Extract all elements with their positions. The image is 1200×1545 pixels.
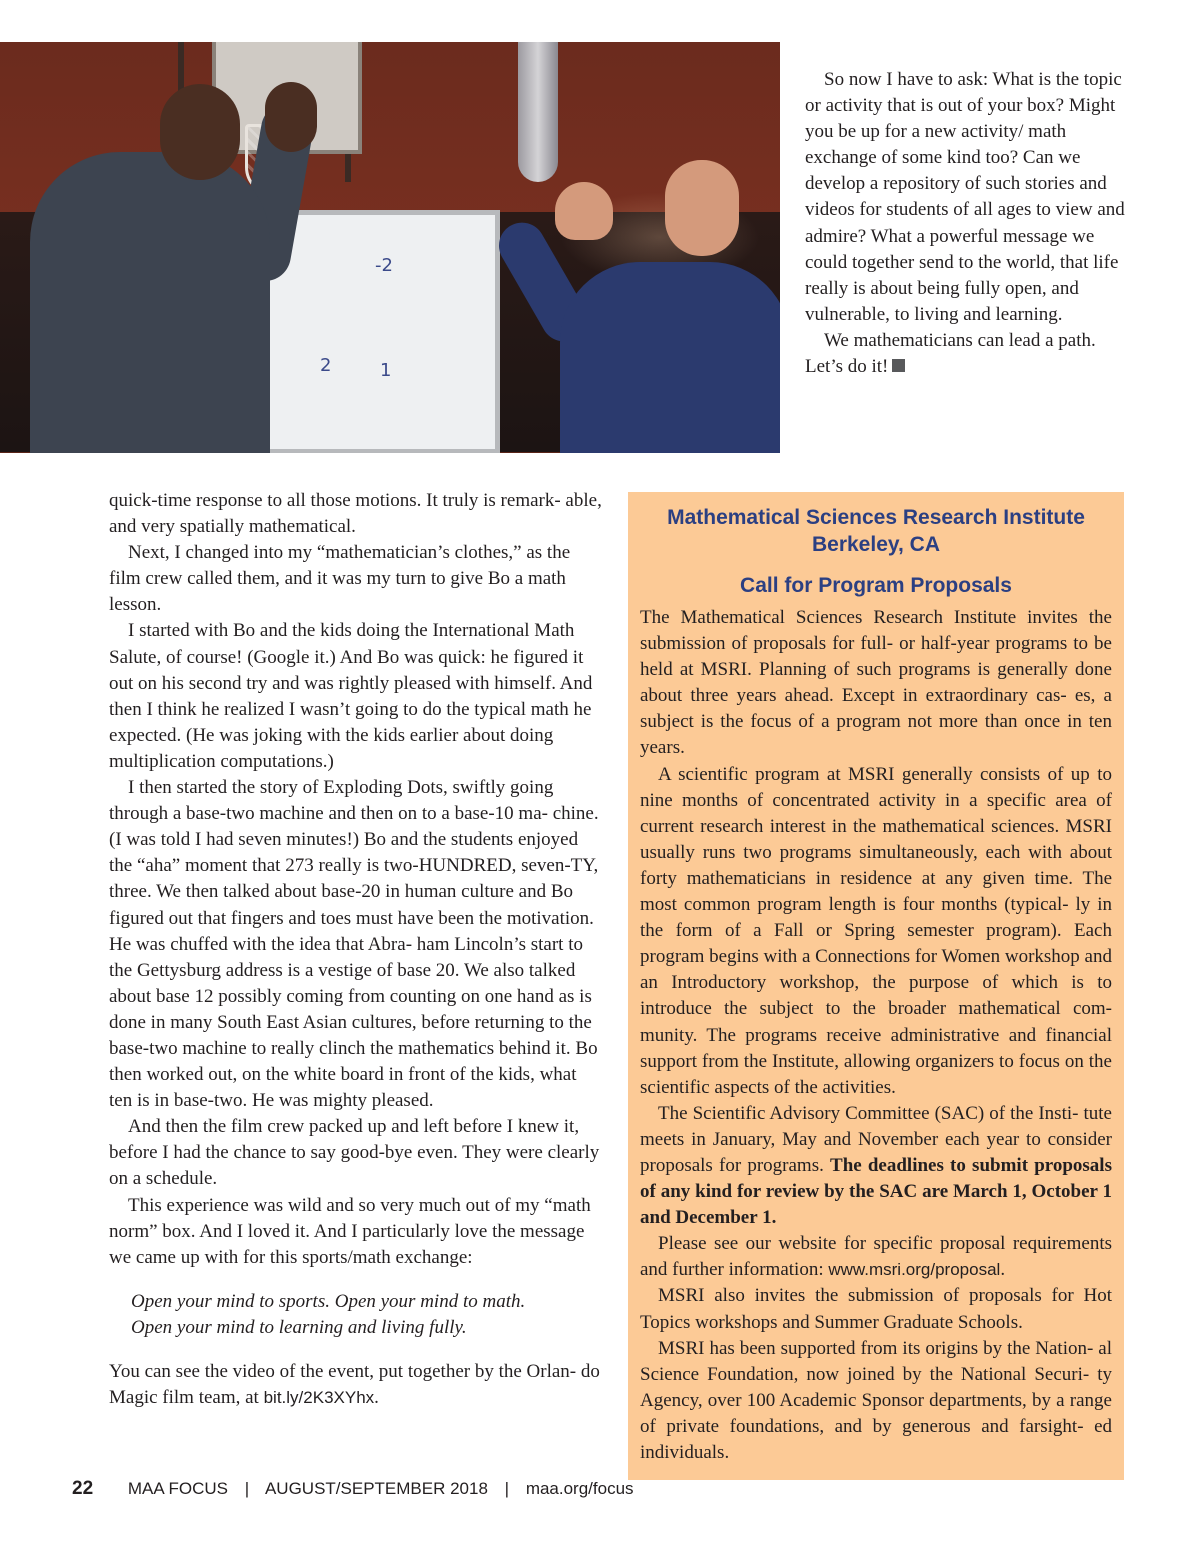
air-duct	[518, 42, 558, 182]
sidebar-body	[640, 605, 1112, 1466]
footer-url[interactable]: maa.org/focus	[525, 1479, 634, 1498]
paragraph: I then started the story of Exploding Dots, swiftly going through a base-two machine and then on to a base-10 ma- chine. (I was told I had seven minutes!) Bo and the students enjoyed the “aha” moment that 273 really is two-HUNDRED, seven-TY, three. We then talked about base-20 in human culture and Bo figured out that fingers and toes must have been the motivation. He was chuffed with the idea that Abra- ham Lincoln’s start to the Gettysburg address is a vestige of base 20. We also talked about base 12 possibly coming from counting on one hand as is done in many South East Asian cultures, before returning to the base-two machine to really clinch the mathematics behind it. Bo then worked out, on the white board in front of the kids, what ten is in base-two. He was mighty pleased.	[109, 777, 599, 1112]
page-number: 22	[72, 1478, 94, 1499]
article-column-left	[109, 488, 603, 1411]
paragraph: So now I have to ask: What is the topic or activity that is out of your box? Might you be up for a new activity/ math exchange of some kind too? Can we develop a repository of such stories and videos for students of all ages to view and admire? What a powerful message we could together send to the world, that life really is about being fully open, and vulnerable, to living and learning.	[805, 69, 1125, 325]
footer-separator: |	[504, 1479, 510, 1498]
punctuation: .	[1000, 1259, 1006, 1281]
article-column-top-right	[805, 67, 1130, 380]
msri-sidebar	[628, 492, 1124, 1480]
paragraph	[109, 1359, 603, 1411]
paragraph	[640, 1101, 1112, 1231]
person-hand	[555, 182, 613, 240]
paragraph: The Mathematical Sciences Research Institute invites the submission of proposals for full- or half-year programs to be held at MSRI. Planning of such programs is generally done about three years ahead. Except in extraordinary cas- es, a subject is the focus of a program not more than once in ten years.	[640, 607, 1112, 759]
person-left	[30, 152, 270, 453]
person-head	[160, 84, 240, 180]
paragraph-text: You can see the video of the event, put together by the Orlan- do Magic film team, at	[109, 1361, 600, 1409]
deadline-text: The deadlines to submit proposals of any kind for review by the SAC are March 1, October 1 and December 1.	[640, 1154, 1112, 1229]
sidebar-title: Mathematical Sciences Research Institute	[667, 506, 1085, 529]
block-quote	[131, 1289, 603, 1341]
paragraph: This experience was wild and so very much out of my “math norm” box. And I loved it. And I particularly love the message we came up with for this sports/math exchange:	[109, 1194, 591, 1268]
paragraph: MSRI has been supported from its origins by the Nation- al Science Foundation, now joined by the National Securi- ty Agency, over 100 Academic Sponsor departments, by a range of private foundations, and by generous and farsight- ed individuals.	[640, 1337, 1112, 1463]
sidebar-location: Berkeley, CA	[811, 533, 940, 556]
punctuation: .	[374, 1387, 379, 1409]
proposal-link[interactable]: www.msri.org/proposal	[828, 1260, 1001, 1280]
publication-name: MAA FOCUS	[127, 1479, 228, 1498]
footer-separator: |	[244, 1479, 250, 1498]
whiteboard-mark: 1	[380, 360, 392, 381]
sidebar-heading	[640, 504, 1112, 599]
sidebar-subtitle: Call for Program Proposals	[740, 574, 1012, 597]
paragraph-text: The Scientific Advisory Committee (SAC) of the Insti- tute meets in January, May and November each year to consider proposals for programs.	[640, 1102, 1112, 1176]
paragraph: I started with Bo and the kids doing the International Math Salute, of course! (Google it.) And Bo was quick: he figured it out on his second try and was rightly pleased with himself. And then I think he realized I wasn’t going to do the typical math he expected. (He was joking with the kids earlier about doing multiplication computations.)	[109, 620, 593, 772]
video-link[interactable]: bit.ly/2K3XYhx	[263, 1388, 375, 1408]
paragraph: And then the film crew packed up and left before I knew it, before I had the chance to say good-bye even. They were clearly on a schedule.	[109, 1116, 600, 1190]
paragraph	[640, 1231, 1112, 1283]
issue-date: AUGUST/SEPTEMBER 2018	[264, 1479, 488, 1498]
paragraph: MSRI also invites the submission of proposals for Hot Topics workshops and Summer Graduate Schools.	[640, 1285, 1112, 1333]
paragraph-text: Please see our website for specific proposal requirements and further information:	[640, 1233, 1112, 1281]
paragraph: Next, I changed into my “mathematician’s clothes,” as the film crew called them, and it was my turn to give Bo a math lesson.	[109, 542, 571, 616]
paragraph	[805, 328, 1130, 380]
person-head	[665, 160, 739, 256]
page-footer	[72, 1478, 634, 1508]
whiteboard-mark: -2	[375, 255, 393, 276]
quote-line: Open your mind to sports. Open your mind to math.	[131, 1290, 526, 1312]
article-photo	[0, 42, 780, 453]
end-of-article-icon	[892, 359, 905, 372]
paragraph: A scientific program at MSRI generally consists of up to nine months of concentrated activity in a specific area of current research interest in the mathematical sciences. MSRI usually runs two programs simultaneously, each with about forty mathematicians in residence at any given time. The most common program length is four months (typical- ly in the form of a Fall or Spring semester program). Each program begins with a Connections for Women workshop and an Introductory workshop, the purpose of which is to introduce the subject to the broader mathematical com- munity. The programs receive administrative and financial support from the Institute, allowing organizers to focus on the scientific aspects of the activities.	[640, 763, 1112, 1098]
closing-text: We mathematicians can lead a path. Let’s do it!	[805, 329, 1096, 378]
quote-line: Open your mind to learning and living fully.	[131, 1316, 467, 1338]
person-right	[560, 262, 780, 453]
whiteboard-mark: 2	[320, 355, 332, 376]
person-hand	[265, 82, 317, 152]
paragraph: quick-time response to all those motions. It truly is remark- able, and very spatially mathematical.	[109, 490, 602, 538]
